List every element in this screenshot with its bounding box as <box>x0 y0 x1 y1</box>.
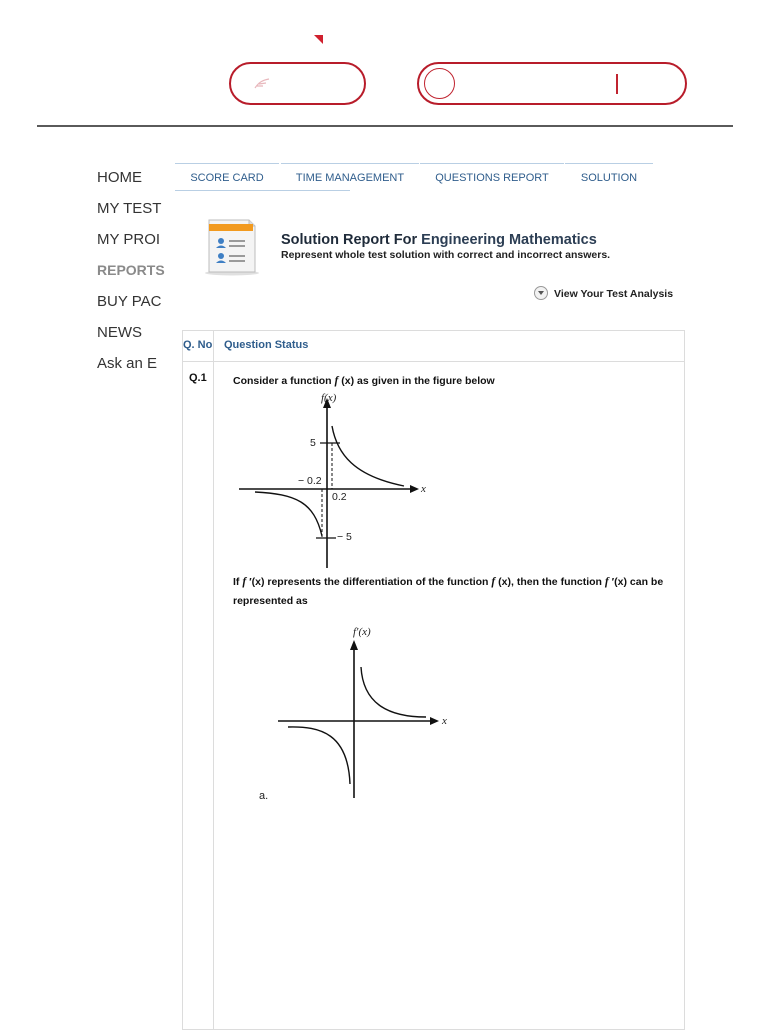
question-text-line2 <box>233 573 673 611</box>
tick-label-x-pos: 0.2 <box>332 491 347 503</box>
sidebar-item-my-profile[interactable]: MY PROI <box>97 231 161 248</box>
header-divider <box>37 125 733 127</box>
header-pill-left[interactable] <box>229 62 366 105</box>
graph-x-axis-label: x <box>442 715 447 727</box>
sidebar-item-news[interactable]: NEWS <box>97 324 142 341</box>
search-icon[interactable] <box>424 68 455 99</box>
question-text-part: (x) as given in the figure below <box>338 375 495 387</box>
sidebar-item-reports[interactable]: REPORTS <box>97 262 165 278</box>
question-fn-symbol: f <box>334 375 339 387</box>
table-header-divider <box>182 361 685 362</box>
report-icon <box>203 216 261 276</box>
feather-icon <box>253 76 271 92</box>
column-header-qno: Q. No <box>183 339 213 351</box>
option-a-label[interactable]: a. <box>259 790 269 802</box>
corner-flag-icon <box>314 35 323 44</box>
tab-time-management[interactable]: TIME MANAGEMENT <box>281 163 419 192</box>
question-text-part: If <box>233 576 243 588</box>
page-title <box>281 232 597 248</box>
tab-solution[interactable]: SOLUTION <box>565 163 653 192</box>
function-graph <box>236 388 436 570</box>
title-prefix: Solution Report For <box>281 232 418 248</box>
sidebar-item-buy-package[interactable]: BUY PAC <box>97 293 162 310</box>
view-test-analysis-label: View Your Test Analysis <box>554 287 674 300</box>
table-column-divider <box>213 330 214 1030</box>
tab-score-card[interactable]: SCORE CARD <box>175 163 279 192</box>
tick-label-y-pos: 5 <box>310 437 316 449</box>
search-field[interactable] <box>417 62 687 105</box>
tabs-underline <box>175 190 350 191</box>
question-text-part: ′(x) can be represented as <box>233 576 664 607</box>
question-fn-symbol: f <box>604 576 609 588</box>
option-a-graph <box>276 622 456 802</box>
graph-x-axis-label: x <box>421 483 426 495</box>
question-text-line1 <box>233 375 495 387</box>
question-text-part: ′(x) represents the differentiation of the function <box>246 576 492 588</box>
question-number: Q.1 <box>189 372 207 384</box>
tick-label-y-neg: − 5 <box>337 531 352 543</box>
question-text-part: Consider a function <box>233 375 335 387</box>
question-text-part: (x), then the function <box>495 576 605 588</box>
chevron-down-icon <box>534 286 548 300</box>
tab-questions-report[interactable]: QUESTIONS REPORT <box>420 163 564 192</box>
sidebar-nav <box>97 162 169 379</box>
sidebar-item-ask-expert[interactable]: Ask an E <box>97 355 158 372</box>
question-fn-symbol: f <box>242 576 247 588</box>
question-fn-symbol: f <box>491 576 496 588</box>
sidebar-item-my-test[interactable]: MY TEST <box>97 200 162 217</box>
page-subtitle: Represent whole test solution with correct and incorrect answers. <box>281 249 611 261</box>
graph-y-axis-label: f(x) <box>321 392 337 404</box>
view-test-analysis-link[interactable] <box>534 287 673 301</box>
text-cursor <box>616 74 618 94</box>
column-header-question-status: Question Status <box>224 339 309 351</box>
tick-label-x-neg: − 0.2 <box>298 475 322 487</box>
title-subject: Engineering Mathematics <box>421 232 597 248</box>
graph-y-axis-label: f′(x) <box>353 626 371 638</box>
sidebar-item-home[interactable]: HOME <box>97 169 142 186</box>
